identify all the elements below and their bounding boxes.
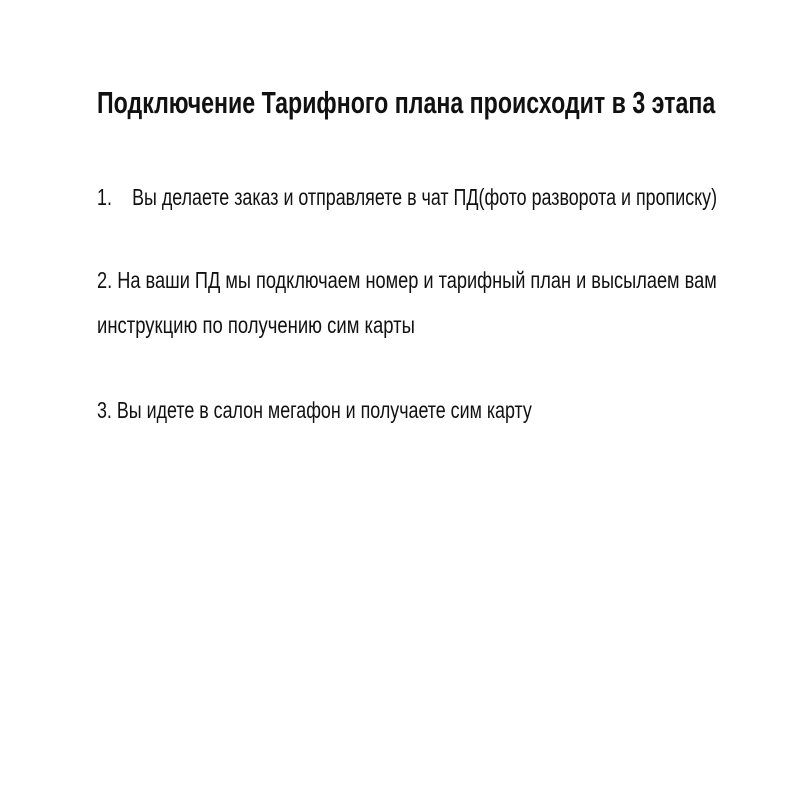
step-2-line-1: 2. На ваши ПД мы подключаем номер и тарифный план и высылаем вам [97, 267, 717, 293]
step-1-text: Вы делаете заказ и отправляете в чат ПД(фото разворота и прописку) [132, 184, 718, 210]
step-1-number: 1. [97, 184, 112, 210]
step-2-line-2: инструкцию по получению сим карты [97, 312, 415, 338]
step-1 [97, 184, 717, 211]
page-title: Подключение Тарифного плана происходит в 3 этапа [97, 85, 716, 120]
step-3: 3. Вы идете в салон мегафон и получаете сим карту [97, 397, 532, 423]
